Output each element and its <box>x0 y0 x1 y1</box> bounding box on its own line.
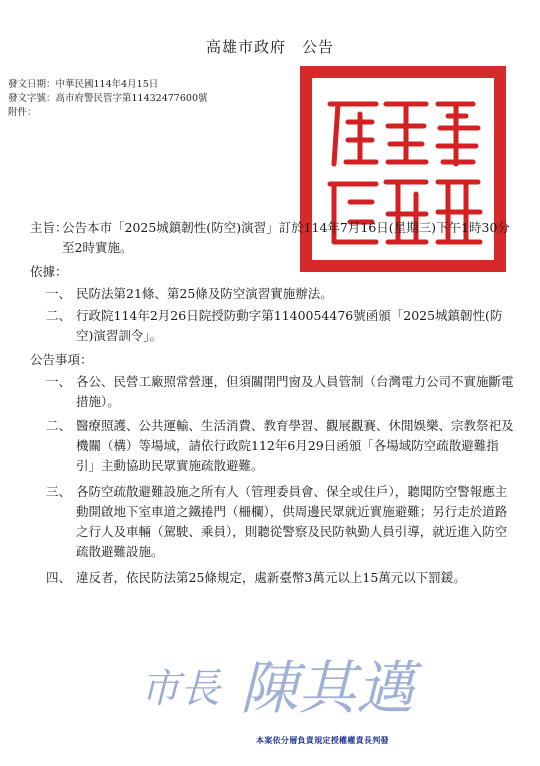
announcement-item-text: 醫療照護、公共運輸、生活消費、教育學習、觀展觀賽、休閒娛樂、宗教祭祀及機關（構）等場域，請依行政院112年6月29日函頒「各場域防空疏散避難指引」主動協助民眾實施疏散避難。 <box>76 418 514 473</box>
subject-text: 公告本市「2025城鎮韌性(防空)演習」訂於114年7月16日(星期三)下午1時30分至2時實施。 <box>62 220 510 255</box>
announcement-heading: 公告事項： <box>30 352 93 367</box>
svg-text:市長: 市長 <box>140 666 220 712</box>
announcement-item <box>46 482 516 562</box>
announcement-item-number: 三、 <box>46 484 72 499</box>
announcement-item-number: 二、 <box>46 418 72 433</box>
subject-label: 主旨： <box>30 220 68 235</box>
basis-item-number: 一、 <box>46 286 72 301</box>
basis-item <box>46 284 516 304</box>
announcement-item <box>46 416 516 476</box>
announcement-item <box>46 372 516 412</box>
authorization-note: 本案依分層負責規定授權權責長判發 <box>256 735 389 745</box>
basis-item-text: 民防法第21條、第25條及防空演習實施辦法。 <box>76 286 333 301</box>
issue-date: 發文日期：中華民國114年4月15日 <box>8 79 159 90</box>
basis-item-number: 二、 <box>46 308 72 323</box>
basis-item-text: 行政院114年2月26日院授防動字第1140054476號函頒「2025城鎮韌性(防空)演習訓令」。 <box>76 308 503 343</box>
basis-heading: 依據： <box>30 264 68 279</box>
mayor-signature-image <box>140 650 480 720</box>
announcement-item-text: 各公、民營工廠照常營運，但須關閉門窗及人員管制（台灣電力公司不實施斷電措施）。 <box>76 374 514 409</box>
basis-item <box>46 306 516 346</box>
attachment-label: 附件： <box>8 107 37 118</box>
subject-block <box>30 218 520 258</box>
announcement-item-text: 違反者，依民防法第25條規定，處新臺幣3萬元以上15萬元以下罰鍰。 <box>76 570 466 585</box>
announcement-item-text: 各防空疏散避難設施之所有人（管理委員會、保全或住戶），聽聞防空警報應主動開啟地下室車道之鐵捲門（柵欄），供周邊民眾就近實施避難；另行走於道路之行人及車輛（駕駛、乘員），則聽從警察及民防執勤人員引導，就近進入防空疏散避難設施。 <box>76 484 508 559</box>
announcement-item-number: 一、 <box>46 374 72 389</box>
page-title: 高雄市政府 公告 <box>205 38 334 56</box>
svg-text:陳其邁: 陳其邁 <box>240 654 415 720</box>
document-number: 發文字號：高市府警民管字第11432477600號 <box>8 93 208 104</box>
announcement-item <box>46 568 516 588</box>
announcement-item-number: 四、 <box>46 570 72 585</box>
